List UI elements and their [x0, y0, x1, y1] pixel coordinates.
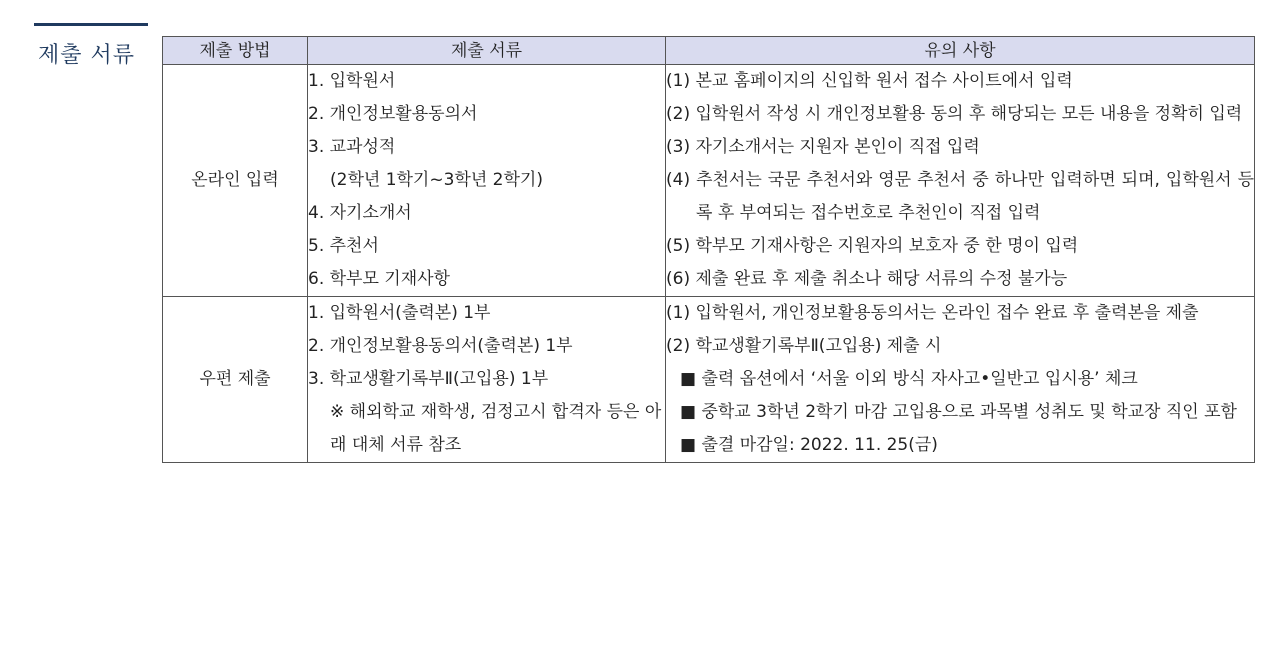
document-item: 4. 자기소개서 — [308, 203, 412, 223]
document-item: 3. 교과성적 — [308, 137, 396, 157]
table-row-online — [163, 65, 1255, 297]
document-note: ※ 해외학교 재학생, 검정고시 합격자 등은 아래 대체 서류 참조 — [330, 402, 662, 455]
note-bullet: ■ 출력 옵션에서 ‘서울 이외 방식 자사고•일반고 입시용’ 체크 — [680, 369, 1138, 389]
submission-documents-table — [162, 36, 1255, 463]
note-item: (1) 본교 홈페이지의 신입학 원서 접수 사이트에서 입력 — [666, 71, 1073, 91]
document-item: 2. 개인정보활용동의서 — [308, 104, 478, 124]
document-item-detail: (2학년 1학기~3학년 2학기) — [330, 170, 543, 190]
note-item: (2) 입학원서 작성 시 개인정보활용 동의 후 해당되는 모든 내용을 정확히 입력 — [666, 104, 1243, 124]
note-item: (1) 입학원서, 개인정보활용동의서는 온라인 접수 완료 후 출력본을 제출 — [666, 303, 1199, 323]
method-mail: 우편 제출 — [163, 297, 308, 463]
method-online: 온라인 입력 — [163, 65, 308, 297]
section-divider — [34, 23, 148, 26]
document-item: 5. 추천서 — [308, 236, 379, 256]
document-item: 3. 학교생활기록부Ⅱ(고입용) 1부 — [308, 369, 549, 389]
note-item: (6) 제출 완료 후 제출 취소나 해당 서류의 수정 불가능 — [666, 269, 1068, 289]
section-title: 제출 서류 — [38, 43, 136, 68]
note-bullet: ■ 중학교 3학년 2학기 마감 고입용으로 과목별 성취도 및 학교장 직인 포함 — [680, 402, 1237, 422]
note-item: (3) 자기소개서는 지원자 본인이 직접 입력 — [666, 137, 980, 157]
notes-mail — [666, 297, 1255, 463]
document-item: 1. 입학원서 — [308, 71, 396, 91]
header-notes: 유의 사항 — [666, 37, 1255, 65]
document-item: 1. 입학원서(출력본) 1부 — [308, 303, 491, 323]
documents-mail — [308, 297, 666, 463]
document-item: 2. 개인정보활용동의서(출력본) 1부 — [308, 336, 573, 356]
note-item: (4) 추천서는 국문 추천서와 영문 추천서 중 하나만 입력하면 되며, 입학원서 등록 후 부여되는 접수번호로 추천인이 직접 입력 — [666, 170, 1254, 223]
note-bullet: ■ 출결 마감일: 2022. 11. 25(금) — [680, 435, 938, 455]
table-header-row — [163, 37, 1255, 65]
header-documents: 제출 서류 — [308, 37, 666, 65]
documents-online — [308, 65, 666, 297]
notes-online — [666, 65, 1255, 297]
note-item: (5) 학부모 기재사항은 지원자의 보호자 중 한 명이 입력 — [666, 236, 1079, 256]
table-row-mail — [163, 297, 1255, 463]
header-method: 제출 방법 — [163, 37, 308, 65]
document-item: 6. 학부모 기재사항 — [308, 269, 450, 289]
note-item: (2) 학교생활기록부Ⅱ(고입용) 제출 시 — [666, 336, 942, 356]
